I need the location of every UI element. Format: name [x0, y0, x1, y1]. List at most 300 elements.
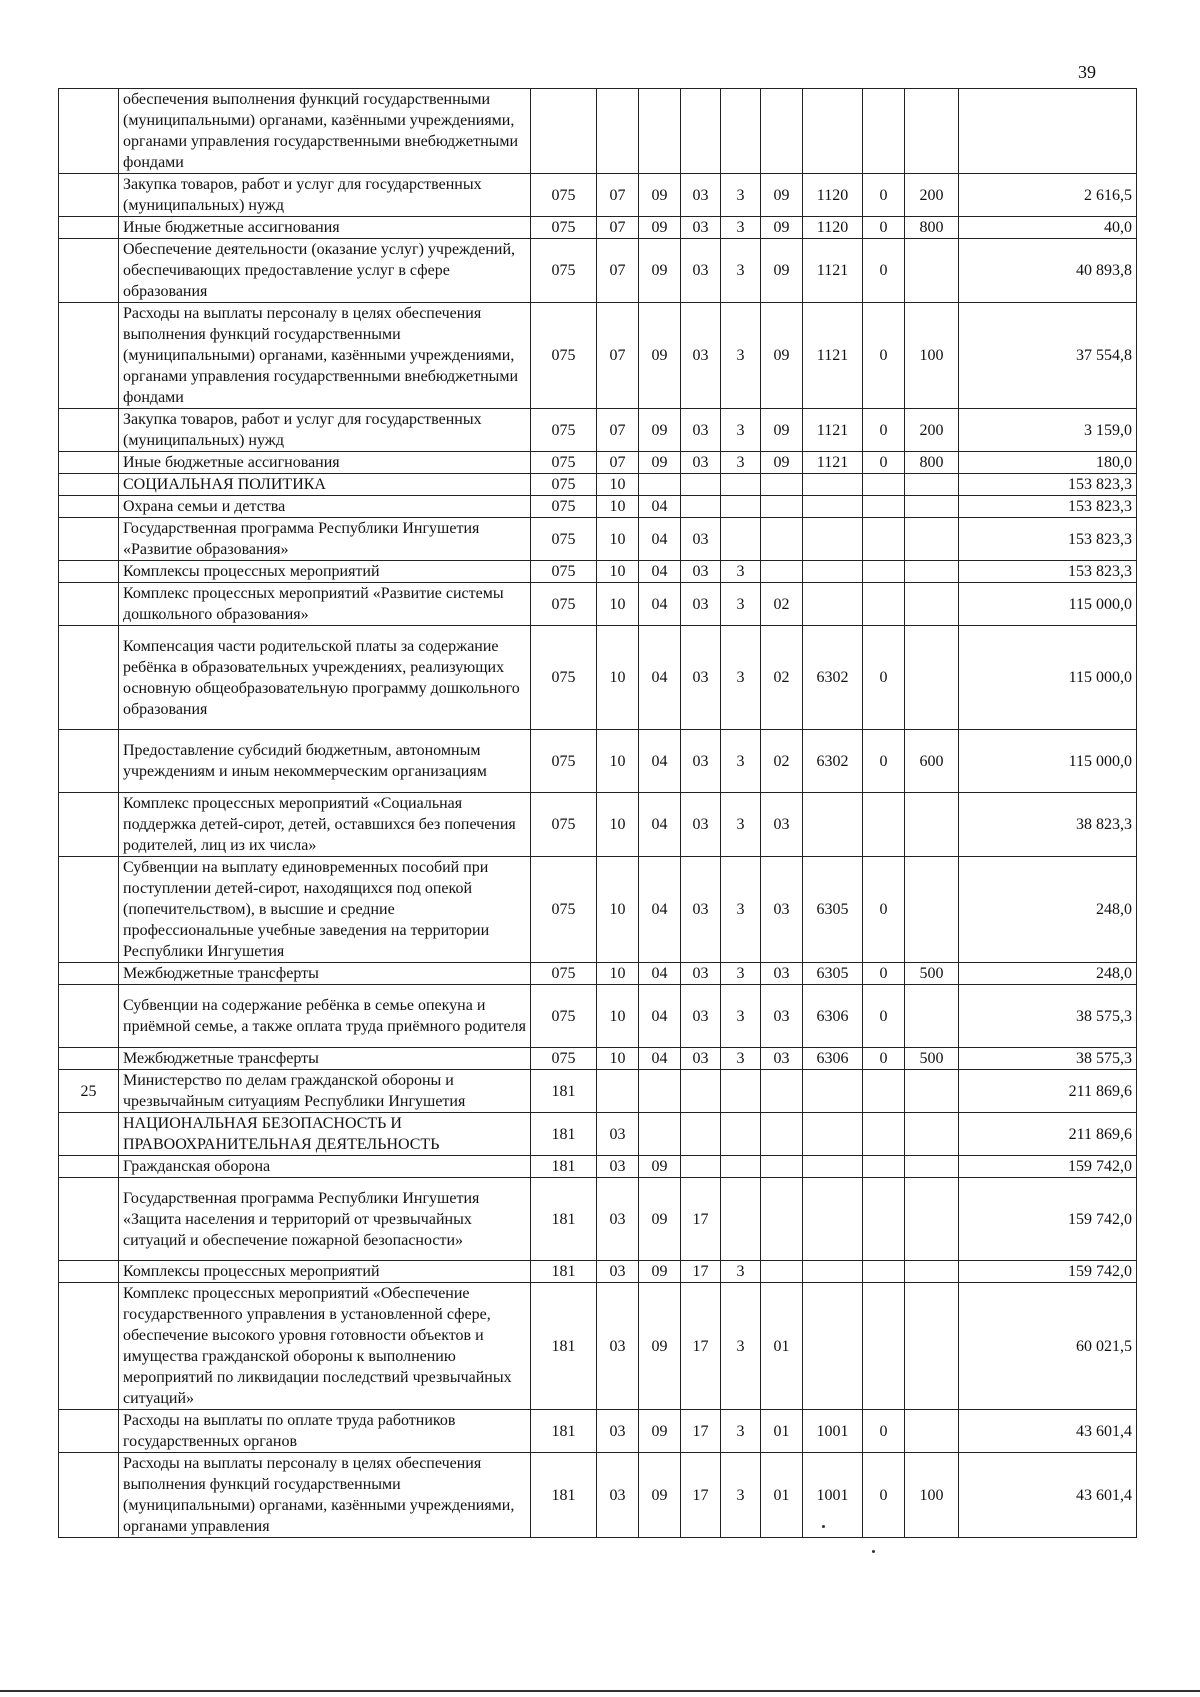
- code-ministry-cell: 075: [531, 217, 597, 239]
- code-direction-cell: 1001: [803, 1410, 863, 1453]
- code-program-cell: 03: [681, 985, 721, 1048]
- code-direction-suffix-cell: [863, 1261, 905, 1283]
- table-row: [59, 452, 1137, 474]
- code-ministry-cell: 181: [531, 1156, 597, 1178]
- table-row: [59, 561, 1137, 583]
- amount-cell: [959, 89, 1137, 174]
- code-program-cell: 03: [681, 626, 721, 730]
- table-row: [59, 496, 1137, 518]
- code-program-type-cell: 3: [721, 409, 761, 452]
- code-section-cell: 03: [597, 1410, 639, 1453]
- code-direction-cell: [803, 583, 863, 626]
- code-direction-suffix-cell: 0: [863, 857, 905, 963]
- code-direction-suffix-cell: [863, 1070, 905, 1113]
- code-program-type-cell: 3: [721, 583, 761, 626]
- amount-cell: 40 893,8: [959, 239, 1137, 303]
- code-direction-cell: [803, 1178, 863, 1261]
- table-row: [59, 1070, 1137, 1113]
- scan-edge-line: [0, 1690, 1200, 1692]
- code-direction-suffix-cell: 0: [863, 963, 905, 985]
- code-ministry-cell: 181: [531, 1070, 597, 1113]
- code-expense-type-cell: 100: [905, 303, 959, 409]
- budget-table: [58, 88, 1137, 1538]
- code-direction-cell: 1001: [803, 1453, 863, 1538]
- row-number-cell: 25: [59, 1070, 119, 1113]
- code-subsection-cell: 09: [639, 1261, 681, 1283]
- code-expense-type-cell: [905, 1113, 959, 1156]
- code-direction-suffix-cell: [863, 1283, 905, 1410]
- table-row: [59, 857, 1137, 963]
- code-ministry-cell: 181: [531, 1283, 597, 1410]
- code-ministry-cell: 181: [531, 1453, 597, 1538]
- code-expense-type-cell: [905, 561, 959, 583]
- code-subprogram-cell: 02: [761, 583, 803, 626]
- code-ministry-cell: 075: [531, 303, 597, 409]
- code-expense-type-cell: [905, 857, 959, 963]
- code-subprogram-cell: [761, 518, 803, 561]
- row-number-cell: [59, 409, 119, 452]
- row-number-cell: [59, 857, 119, 963]
- code-ministry-cell: 181: [531, 1261, 597, 1283]
- code-program-cell: 03: [681, 409, 721, 452]
- code-direction-cell: [803, 518, 863, 561]
- code-subsection-cell: 04: [639, 963, 681, 985]
- row-number-cell: [59, 239, 119, 303]
- code-subprogram-cell: 09: [761, 239, 803, 303]
- code-program-cell: [681, 1113, 721, 1156]
- code-program-cell: [681, 1156, 721, 1178]
- item-name-cell: Закупка товаров, работ и услуг для государственных (муниципальных) нужд: [119, 409, 531, 452]
- amount-cell: 211 869,6: [959, 1070, 1137, 1113]
- code-program-type-cell: [721, 1070, 761, 1113]
- code-subprogram-cell: 01: [761, 1410, 803, 1453]
- code-subprogram-cell: 03: [761, 963, 803, 985]
- table-row: [59, 793, 1137, 857]
- code-direction-cell: [803, 1156, 863, 1178]
- amount-cell: 159 742,0: [959, 1261, 1137, 1283]
- code-program-cell: 17: [681, 1178, 721, 1261]
- code-direction-suffix-cell: 0: [863, 730, 905, 793]
- item-name-cell: Гражданская оборона: [119, 1156, 531, 1178]
- code-subsection-cell: 04: [639, 626, 681, 730]
- item-name-cell: обеспечения выполнения функций государственными (муниципальными) органами, казёнными учреждениями, органами управления государственными внебюджетными фондами: [119, 89, 531, 174]
- code-section-cell: 10: [597, 793, 639, 857]
- code-section-cell: 10: [597, 857, 639, 963]
- table-row: [59, 1410, 1137, 1453]
- code-expense-type-cell: [905, 1261, 959, 1283]
- code-direction-suffix-cell: [863, 561, 905, 583]
- amount-cell: 43 601,4: [959, 1410, 1137, 1453]
- amount-cell: 153 823,3: [959, 474, 1137, 496]
- code-subprogram-cell: [761, 1156, 803, 1178]
- code-direction-cell: 6302: [803, 626, 863, 730]
- code-expense-type-cell: 200: [905, 174, 959, 217]
- item-name-cell: Субвенции на выплату единовременных пособий при поступлении детей-сирот, находящихся под опекой (попечительством), в высшие и средние профессиональные учебные заведения на территории Республики Ингушетия: [119, 857, 531, 963]
- code-program-cell: [681, 496, 721, 518]
- code-subprogram-cell: 03: [761, 985, 803, 1048]
- code-ministry-cell: 075: [531, 239, 597, 303]
- row-number-cell: [59, 1178, 119, 1261]
- table-row: [59, 730, 1137, 793]
- code-direction-suffix-cell: [863, 1113, 905, 1156]
- code-direction-cell: [803, 1113, 863, 1156]
- code-expense-type-cell: [905, 793, 959, 857]
- code-program-type-cell: [721, 89, 761, 174]
- code-program-cell: 03: [681, 857, 721, 963]
- code-direction-suffix-cell: [863, 496, 905, 518]
- amount-cell: 159 742,0: [959, 1178, 1137, 1261]
- amount-cell: 211 869,6: [959, 1113, 1137, 1156]
- code-ministry-cell: 075: [531, 496, 597, 518]
- code-program-type-cell: 3: [721, 1261, 761, 1283]
- code-direction-cell: [803, 474, 863, 496]
- code-subprogram-cell: 02: [761, 626, 803, 730]
- code-expense-type-cell: [905, 89, 959, 174]
- row-number-cell: [59, 474, 119, 496]
- row-number-cell: [59, 496, 119, 518]
- code-subsection-cell: 09: [639, 409, 681, 452]
- table-row: [59, 518, 1137, 561]
- code-subsection-cell: [639, 89, 681, 174]
- code-section-cell: 10: [597, 730, 639, 793]
- code-subsection-cell: 04: [639, 1048, 681, 1070]
- item-name-cell: Комплексы процессных мероприятий: [119, 561, 531, 583]
- code-direction-cell: [803, 561, 863, 583]
- table-row: [59, 583, 1137, 626]
- code-ministry-cell: 181: [531, 1410, 597, 1453]
- item-name-cell: Государственная программа Республики Ингушетия «Защита населения и территорий от чрезвычайных ситуаций и обеспечение пожарной безопасности»: [119, 1178, 531, 1261]
- code-program-type-cell: [721, 496, 761, 518]
- code-program-cell: 03: [681, 583, 721, 626]
- code-program-type-cell: 3: [721, 239, 761, 303]
- item-name-cell: Комплекс процессных мероприятий «Социальная поддержка детей-сирот, детей, оставшихся без попечения родителей, лиц из их числа»: [119, 793, 531, 857]
- row-number-cell: [59, 985, 119, 1048]
- code-subprogram-cell: [761, 1113, 803, 1156]
- code-program-cell: 03: [681, 561, 721, 583]
- amount-cell: 38 823,3: [959, 793, 1137, 857]
- code-direction-suffix-cell: 0: [863, 452, 905, 474]
- code-expense-type-cell: 800: [905, 452, 959, 474]
- code-subprogram-cell: 03: [761, 857, 803, 963]
- table-row: [59, 1261, 1137, 1283]
- code-direction-suffix-cell: 0: [863, 174, 905, 217]
- code-section-cell: 07: [597, 452, 639, 474]
- table-row: [59, 1453, 1137, 1538]
- code-section-cell: 10: [597, 474, 639, 496]
- code-ministry-cell: 075: [531, 583, 597, 626]
- code-program-type-cell: 3: [721, 1410, 761, 1453]
- code-direction-suffix-cell: 0: [863, 626, 905, 730]
- code-section-cell: 03: [597, 1113, 639, 1156]
- code-subsection-cell: 09: [639, 1410, 681, 1453]
- code-subsection-cell: 04: [639, 985, 681, 1048]
- code-subsection-cell: [639, 1113, 681, 1156]
- code-direction-cell: 1121: [803, 239, 863, 303]
- code-direction-suffix-cell: [863, 474, 905, 496]
- code-program-type-cell: [721, 1156, 761, 1178]
- code-subprogram-cell: [761, 1178, 803, 1261]
- code-expense-type-cell: 800: [905, 217, 959, 239]
- code-program-cell: [681, 89, 721, 174]
- code-expense-type-cell: [905, 474, 959, 496]
- code-program-type-cell: [721, 1178, 761, 1261]
- table-row: [59, 985, 1137, 1048]
- item-name-cell: Субвенции на содержание ребёнка в семье опекуна и приёмной семье, а также оплата труда приёмного родителя: [119, 985, 531, 1048]
- code-program-cell: 03: [681, 239, 721, 303]
- item-name-cell: Предоставление субсидий бюджетным, автономным учреждениям и иным некоммерческим организациям: [119, 730, 531, 793]
- table-row: [59, 1283, 1137, 1410]
- code-subprogram-cell: [761, 561, 803, 583]
- code-section-cell: 07: [597, 239, 639, 303]
- code-direction-cell: 6306: [803, 1048, 863, 1070]
- table-row: [59, 1178, 1137, 1261]
- code-direction-suffix-cell: [863, 89, 905, 174]
- code-direction-suffix-cell: 0: [863, 1453, 905, 1538]
- item-name-cell: Министерство по делам гражданской обороны и чрезвычайным ситуациям Республики Ингушетия: [119, 1070, 531, 1113]
- code-subprogram-cell: 09: [761, 409, 803, 452]
- code-section-cell: 03: [597, 1261, 639, 1283]
- code-subsection-cell: [639, 474, 681, 496]
- table-row: [59, 239, 1137, 303]
- item-name-cell: Расходы на выплаты персоналу в целях обеспечения выполнения функций государственными (муниципальными) органами, казёнными учреждениями, органами управления государственными внебюджетными фондами: [119, 303, 531, 409]
- code-subsection-cell: 09: [639, 217, 681, 239]
- code-direction-suffix-cell: 0: [863, 1048, 905, 1070]
- amount-cell: 3 159,0: [959, 409, 1137, 452]
- code-section-cell: 10: [597, 985, 639, 1048]
- code-ministry-cell: 075: [531, 452, 597, 474]
- amount-cell: 153 823,3: [959, 561, 1137, 583]
- row-number-cell: [59, 1113, 119, 1156]
- amount-cell: 2 616,5: [959, 174, 1137, 217]
- code-ministry-cell: 075: [531, 518, 597, 561]
- code-direction-suffix-cell: [863, 793, 905, 857]
- code-program-type-cell: [721, 1113, 761, 1156]
- code-subprogram-cell: 02: [761, 730, 803, 793]
- code-program-type-cell: 3: [721, 1048, 761, 1070]
- item-name-cell: Закупка товаров, работ и услуг для государственных (муниципальных) нужд: [119, 174, 531, 217]
- code-subprogram-cell: 09: [761, 303, 803, 409]
- page-number: 39: [1078, 62, 1096, 82]
- code-section-cell: 10: [597, 583, 639, 626]
- item-name-cell: Расходы на выплаты по оплате труда работников государственных органов: [119, 1410, 531, 1453]
- code-subprogram-cell: 03: [761, 793, 803, 857]
- code-ministry-cell: 075: [531, 174, 597, 217]
- code-direction-cell: 6306: [803, 985, 863, 1048]
- code-expense-type-cell: [905, 626, 959, 730]
- code-expense-type-cell: [905, 239, 959, 303]
- code-section-cell: 10: [597, 1048, 639, 1070]
- amount-cell: 60 021,5: [959, 1283, 1137, 1410]
- code-direction-cell: [803, 1261, 863, 1283]
- code-direction-cell: [803, 1070, 863, 1113]
- amount-cell: 180,0: [959, 452, 1137, 474]
- table-row: [59, 1113, 1137, 1156]
- code-section-cell: 10: [597, 963, 639, 985]
- code-expense-type-cell: 500: [905, 1048, 959, 1070]
- amount-cell: 159 742,0: [959, 1156, 1137, 1178]
- code-subprogram-cell: [761, 496, 803, 518]
- code-direction-cell: 6305: [803, 857, 863, 963]
- code-direction-cell: 6305: [803, 963, 863, 985]
- amount-cell: 38 575,3: [959, 1048, 1137, 1070]
- amount-cell: 248,0: [959, 857, 1137, 963]
- code-expense-type-cell: [905, 1156, 959, 1178]
- code-ministry-cell: 075: [531, 409, 597, 452]
- code-section-cell: 07: [597, 303, 639, 409]
- code-direction-suffix-cell: 0: [863, 239, 905, 303]
- code-subsection-cell: 04: [639, 857, 681, 963]
- code-program-type-cell: 3: [721, 452, 761, 474]
- code-direction-cell: [803, 89, 863, 174]
- code-subprogram-cell: [761, 1261, 803, 1283]
- item-name-cell: Иные бюджетные ассигнования: [119, 452, 531, 474]
- code-subsection-cell: 04: [639, 730, 681, 793]
- row-number-cell: [59, 1048, 119, 1070]
- row-number-cell: [59, 303, 119, 409]
- code-subsection-cell: 04: [639, 583, 681, 626]
- row-number-cell: [59, 583, 119, 626]
- code-program-type-cell: 3: [721, 174, 761, 217]
- code-program-cell: [681, 1070, 721, 1113]
- item-name-cell: СОЦИАЛЬНАЯ ПОЛИТИКА: [119, 474, 531, 496]
- code-ministry-cell: 075: [531, 474, 597, 496]
- code-direction-suffix-cell: 0: [863, 217, 905, 239]
- code-subprogram-cell: [761, 89, 803, 174]
- code-program-type-cell: 3: [721, 793, 761, 857]
- code-direction-cell: [803, 1283, 863, 1410]
- amount-cell: 38 575,3: [959, 985, 1137, 1048]
- code-section-cell: [597, 89, 639, 174]
- code-subsection-cell: 04: [639, 518, 681, 561]
- code-direction-cell: 1120: [803, 174, 863, 217]
- row-number-cell: [59, 1261, 119, 1283]
- code-section-cell: 10: [597, 518, 639, 561]
- amount-cell: 248,0: [959, 963, 1137, 985]
- code-ministry-cell: 075: [531, 963, 597, 985]
- code-subsection-cell: 04: [639, 496, 681, 518]
- code-program-cell: 17: [681, 1283, 721, 1410]
- code-ministry-cell: 075: [531, 730, 597, 793]
- code-program-type-cell: [721, 474, 761, 496]
- code-section-cell: 10: [597, 561, 639, 583]
- code-expense-type-cell: [905, 1178, 959, 1261]
- code-section-cell: 03: [597, 1156, 639, 1178]
- code-direction-cell: [803, 496, 863, 518]
- code-subprogram-cell: [761, 474, 803, 496]
- table-row: [59, 303, 1137, 409]
- code-ministry-cell: 181: [531, 1178, 597, 1261]
- code-program-cell: 17: [681, 1261, 721, 1283]
- table-row: [59, 626, 1137, 730]
- code-expense-type-cell: [905, 1070, 959, 1113]
- scan-speck: [872, 1550, 875, 1553]
- code-section-cell: 07: [597, 217, 639, 239]
- table-row: [59, 174, 1137, 217]
- row-number-cell: [59, 626, 119, 730]
- code-ministry-cell: 075: [531, 626, 597, 730]
- code-program-type-cell: 3: [721, 985, 761, 1048]
- code-program-cell: 03: [681, 1048, 721, 1070]
- code-subsection-cell: 09: [639, 303, 681, 409]
- row-number-cell: [59, 730, 119, 793]
- code-subprogram-cell: 09: [761, 217, 803, 239]
- code-subsection-cell: 09: [639, 174, 681, 217]
- code-subsection-cell: 04: [639, 793, 681, 857]
- code-program-type-cell: 3: [721, 730, 761, 793]
- row-number-cell: [59, 1156, 119, 1178]
- row-number-cell: [59, 89, 119, 174]
- table-row: [59, 474, 1137, 496]
- code-ministry-cell: [531, 89, 597, 174]
- code-direction-cell: 1120: [803, 217, 863, 239]
- code-expense-type-cell: [905, 1283, 959, 1410]
- code-direction-suffix-cell: 0: [863, 1410, 905, 1453]
- code-program-type-cell: 3: [721, 626, 761, 730]
- item-name-cell: НАЦИОНАЛЬНАЯ БЕЗОПАСНОСТЬ И ПРАВООХРАНИТЕЛЬНАЯ ДЕЯТЕЛЬНОСТЬ: [119, 1113, 531, 1156]
- code-program-type-cell: 3: [721, 1283, 761, 1410]
- code-program-cell: [681, 474, 721, 496]
- code-program-cell: 03: [681, 793, 721, 857]
- code-section-cell: 07: [597, 174, 639, 217]
- code-program-cell: 03: [681, 730, 721, 793]
- code-subprogram-cell: 09: [761, 452, 803, 474]
- table-row: [59, 89, 1137, 174]
- code-program-cell: 17: [681, 1453, 721, 1538]
- row-number-cell: [59, 1453, 119, 1538]
- table-row: [59, 963, 1137, 985]
- code-ministry-cell: 075: [531, 561, 597, 583]
- code-section-cell: 07: [597, 409, 639, 452]
- item-name-cell: Охрана семьи и детства: [119, 496, 531, 518]
- code-direction-cell: [803, 793, 863, 857]
- code-program-type-cell: 3: [721, 1453, 761, 1538]
- code-direction-cell: 6302: [803, 730, 863, 793]
- row-number-cell: [59, 963, 119, 985]
- code-direction-suffix-cell: [863, 1156, 905, 1178]
- item-name-cell: Государственная программа Республики Ингушетия «Развитие образования»: [119, 518, 531, 561]
- code-expense-type-cell: 500: [905, 963, 959, 985]
- code-program-type-cell: 3: [721, 963, 761, 985]
- code-expense-type-cell: 100: [905, 1453, 959, 1538]
- item-name-cell: Комплекс процессных мероприятий «Обеспечение государственного управления в установленной сфере, обеспечение высокого уровня готовности объектов и имущества гражданской обороны к выполнению мероприятий по ликвидации последствий чрезвычайных ситуаций»: [119, 1283, 531, 1410]
- code-subprogram-cell: 01: [761, 1453, 803, 1538]
- code-program-cell: 03: [681, 963, 721, 985]
- code-section-cell: [597, 1070, 639, 1113]
- code-ministry-cell: 075: [531, 1048, 597, 1070]
- code-program-type-cell: 3: [721, 217, 761, 239]
- code-direction-suffix-cell: 0: [863, 303, 905, 409]
- amount-cell: 37 554,8: [959, 303, 1137, 409]
- code-subprogram-cell: 09: [761, 174, 803, 217]
- table-row: [59, 1156, 1137, 1178]
- row-number-cell: [59, 793, 119, 857]
- row-number-cell: [59, 1283, 119, 1410]
- code-program-type-cell: [721, 518, 761, 561]
- code-subsection-cell: 09: [639, 1178, 681, 1261]
- amount-cell: 40,0: [959, 217, 1137, 239]
- amount-cell: 153 823,3: [959, 496, 1137, 518]
- amount-cell: 43 601,4: [959, 1453, 1137, 1538]
- code-subsection-cell: 09: [639, 239, 681, 303]
- code-program-cell: 03: [681, 303, 721, 409]
- code-program-type-cell: 3: [721, 561, 761, 583]
- code-section-cell: 03: [597, 1453, 639, 1538]
- item-name-cell: Межбюджетные трансферты: [119, 1048, 531, 1070]
- table-row: [59, 217, 1137, 239]
- table-body: [59, 89, 1137, 1538]
- row-number-cell: [59, 217, 119, 239]
- item-name-cell: Межбюджетные трансферты: [119, 963, 531, 985]
